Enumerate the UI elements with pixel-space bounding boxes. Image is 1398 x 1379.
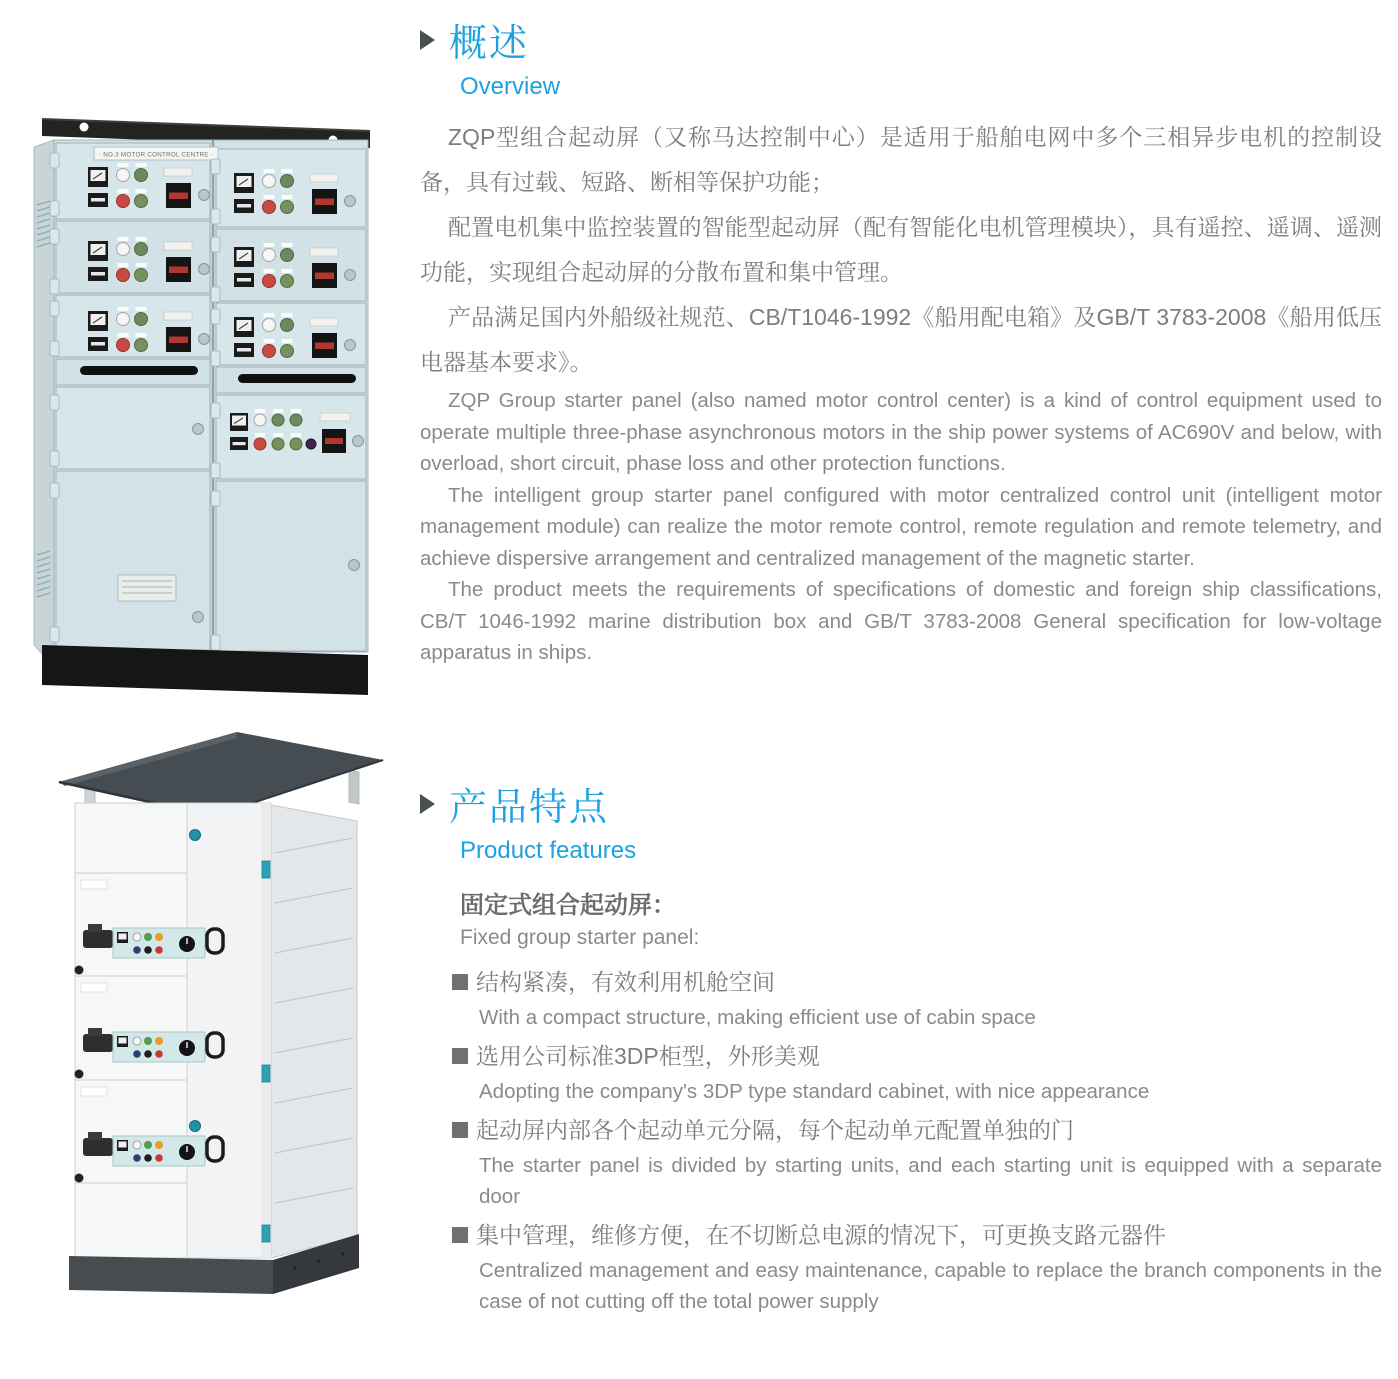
cabinet-name-label: · NO.3 MOTOR CONTROL CENTRE · [98,151,214,159]
overview-heading-row [420,12,1382,67]
overview-paragraph-en-3: The product meets the requirements of specifications of domestic and foreign ship classifications, CB/T 1046-1992 marine distribution box and GB/T 3783-2008 General specification for low-voltage apparatus in ships. [420,578,1382,664]
overview-body [420,115,1382,669]
rating-nameplate [118,575,176,601]
center-door [187,803,271,1258]
overview-heading-cn: 概述 [449,23,530,65]
cabinet-door-column-right [216,149,366,651]
overview-section [420,12,1382,669]
teal-hinge [262,861,270,878]
features-subtitle-en: Fixed group starter panel: [460,926,700,949]
cabinet-3d-render [55,718,387,1296]
feature-text-en: With a compact structure, making efficient use of cabin space [479,1006,1036,1029]
feature-text-cn: 结构紧凑，有效利用机舱空间 [452,964,1382,1001]
teal-hinge [262,1225,270,1242]
feature-text-cn: 集中管理，维修方便，在不切断总电源的情况下，可更换支路元器件 [452,1217,1382,1254]
motor-control-center-photo [28,95,416,695]
section-arrow-icon [420,30,435,50]
teal-knob [190,1121,201,1132]
overview-paragraph-en-1: ZQP Group starter panel (also named motor control center) is a kind of control equipment used to operate multiple three-phase asynchronous motors in the ship power systems of AC690V and below, with overload, short circuit, phase loss and other protection functions. [420,389,1382,475]
feature-item [452,1217,1382,1317]
feature-text-en: The starter panel is divided by starting units, and each starting unit is equipped with a separate door [479,1154,1382,1208]
door-lock [193,424,204,435]
feature-text-en: Adopting the company's 3DP type standard cabinet, with nice appearance [479,1080,1150,1103]
feature-item [452,1038,1382,1107]
section-arrow-icon [420,794,435,814]
overview-heading-en: Overview [460,73,561,100]
feature-text-cn: 起动屏内部各个起动单元分隔，每个起动单元配置单独的门 [452,1112,1382,1149]
door-lock [193,612,204,623]
feature-item [452,964,1382,1033]
overview-paragraph-cn-3: 产品满足国内外船级社规范、CB/T1046-1992《船用配电箱》及GB/T 3783-2008《船用低压电器基本要求》。 [420,304,1382,375]
features-section [420,776,1382,1322]
square-bullet-icon [452,974,468,990]
square-bullet-icon [452,1227,468,1243]
square-bullet-icon [452,1122,468,1138]
feature-text-en: Centralized management and easy maintenance, capable to replace the branch components in the case of not cutting off the total power supply [479,1259,1382,1313]
overview-paragraph-en-2: The intelligent group starter panel configured with motor centralized control unit (intelligent motor management module) can realize the motor remote control, remote regulation and remote telemetry, and achieve dispersive arrangement and centralized management of the magnetic starter. [420,483,1382,570]
drawer-handle [238,374,356,383]
overview-paragraph-cn-1: ZQP型组合起动屏（又称马达控制中心）是适用于船舶电网中多个三相异步电机的控制设备，具有过载、短路、断相等保护功能； [420,124,1382,195]
teal-knob [190,830,201,841]
features-heading-cn: 产品特点 [449,787,610,829]
cabinet-base [69,1256,273,1294]
door-lock [349,560,360,571]
cabinet-3d-illustration [55,718,387,1296]
features-heading-en: Product features [460,837,637,864]
feature-list [452,964,1382,1317]
teal-hinge [262,1065,270,1082]
overview-paragraph-cn-2: 配置电机集中监控装置的智能型起动屏（配有智能化电机管理模块），具有遥控、遥调、遥测功能，实现组合起动屏的分散布置和集中管理。 [420,214,1382,285]
features-heading-row [420,776,1382,831]
features-subtitle-cn: 固定式组合起动屏： [460,892,676,919]
cabinet-door-column-left [56,143,210,650]
feature-item [452,1112,1382,1212]
drawer-handle [80,366,198,375]
cabinet-front-illustration [28,95,416,695]
feature-text-cn: 选用公司标准3DP柜型，外形美观 [452,1038,1382,1075]
square-bullet-icon [452,1048,468,1064]
